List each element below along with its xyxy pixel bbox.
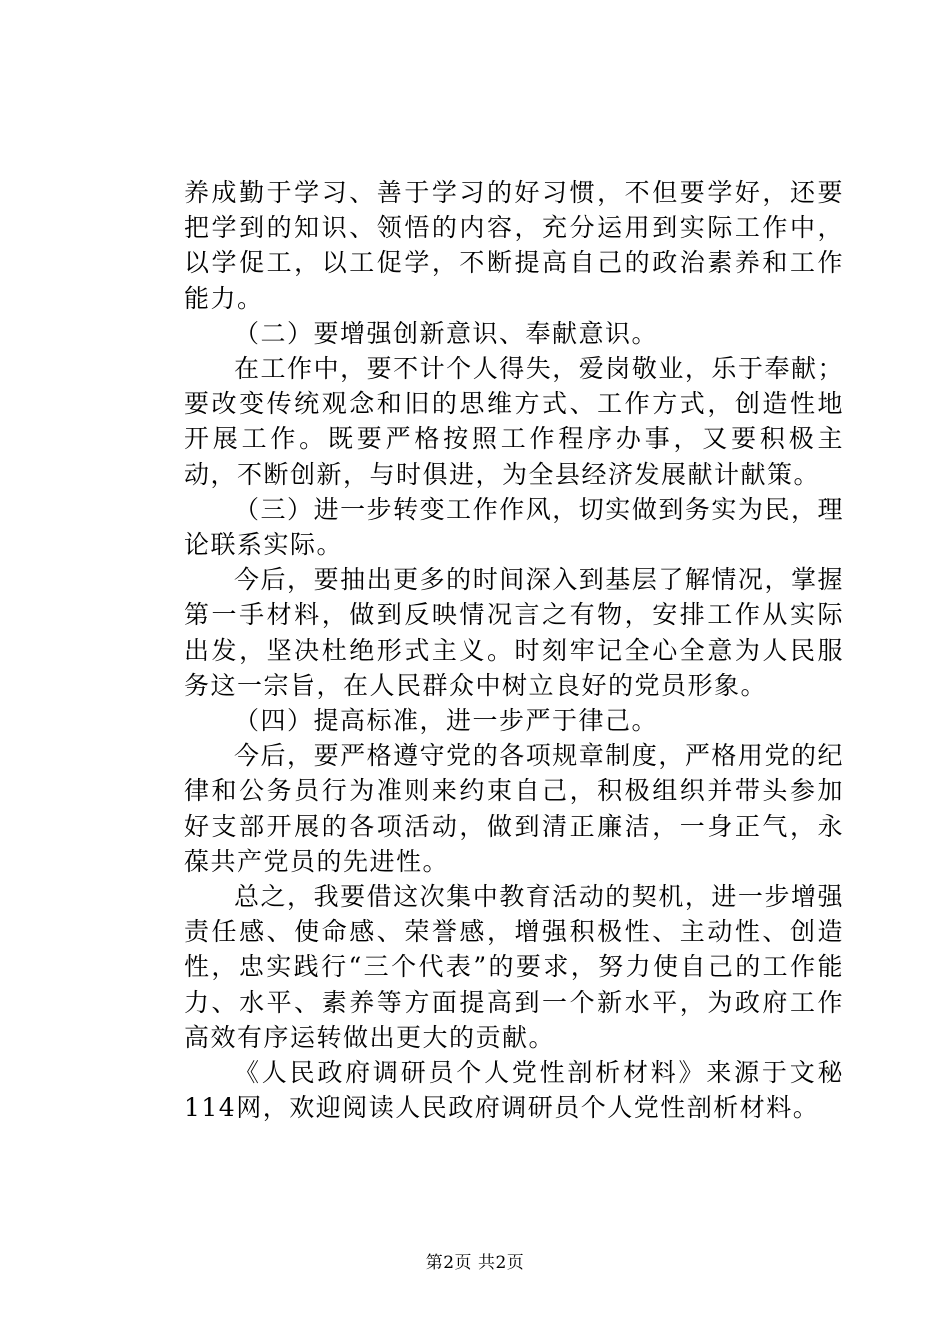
section-heading-4: （四）提高标准，进一步严于律己。: [234, 706, 659, 736]
paragraph-innovation: 在工作中，要不计个人得失，爱岗敬业，乐于奉献；要改变传统观念和旧的思维方式、工作方式，创造性地开展工作。既要严格按照工作程序办事，又要积极主动，不断创新，与时俱进，为全县经济发展献计献策。: [184, 354, 844, 489]
section-heading-2: （二）要增强创新意识、奉献意识。: [234, 318, 659, 348]
paragraph-conclusion: 总之，我要借这次集中教育活动的契机，进一步增强责任感、使命感、荣誉感，增强积极性、主动性、创造性，忠实践行“三个代表”的要求，努力使自己的工作能力、水平、素养等方面提高到一个新水平，为政府工作高效有序运转做出更大的贡献。: [184, 882, 844, 1052]
paragraph-source-note: 《人民政府调研员个人党性剖析材料》来源于文秘114网，欢迎阅读人民政府调研员个人党性剖析材料。: [184, 1058, 844, 1123]
document-body: [184, 175, 844, 1125]
section-heading-3: （三）进一步转变工作作风，切实做到务实为民，理论联系实际。: [184, 494, 844, 560]
page-number-footer: 第2页 共2页: [425, 1253, 525, 1273]
paragraph-discipline: 今后，要严格遵守党的各项规章制度，严格用党的纪律和公务员行为准则来约束自己，积极组织并带头参加好支部开展的各项活动，做到清正廉洁，一身正气，永葆共产党员的先进性。: [184, 741, 844, 876]
paragraph-work-style: 今后，要抽出更多的时间深入到基层了解情况，掌握第一手材料，做到反映情况言之有物，安排工作从实际出发，坚决杜绝形式主义。时刻牢记全心全意为人民服务这一宗旨，在人民群众中树立良好的党员形象。: [184, 565, 844, 700]
paragraph-continuation: 养成勤于学习、善于学习的好习惯，不但要学好，还要把学到的知识、领悟的内容，充分运用到实际工作中，以学促工，以工促学，不断提高自己的政治素养和工作能力。: [184, 178, 844, 313]
